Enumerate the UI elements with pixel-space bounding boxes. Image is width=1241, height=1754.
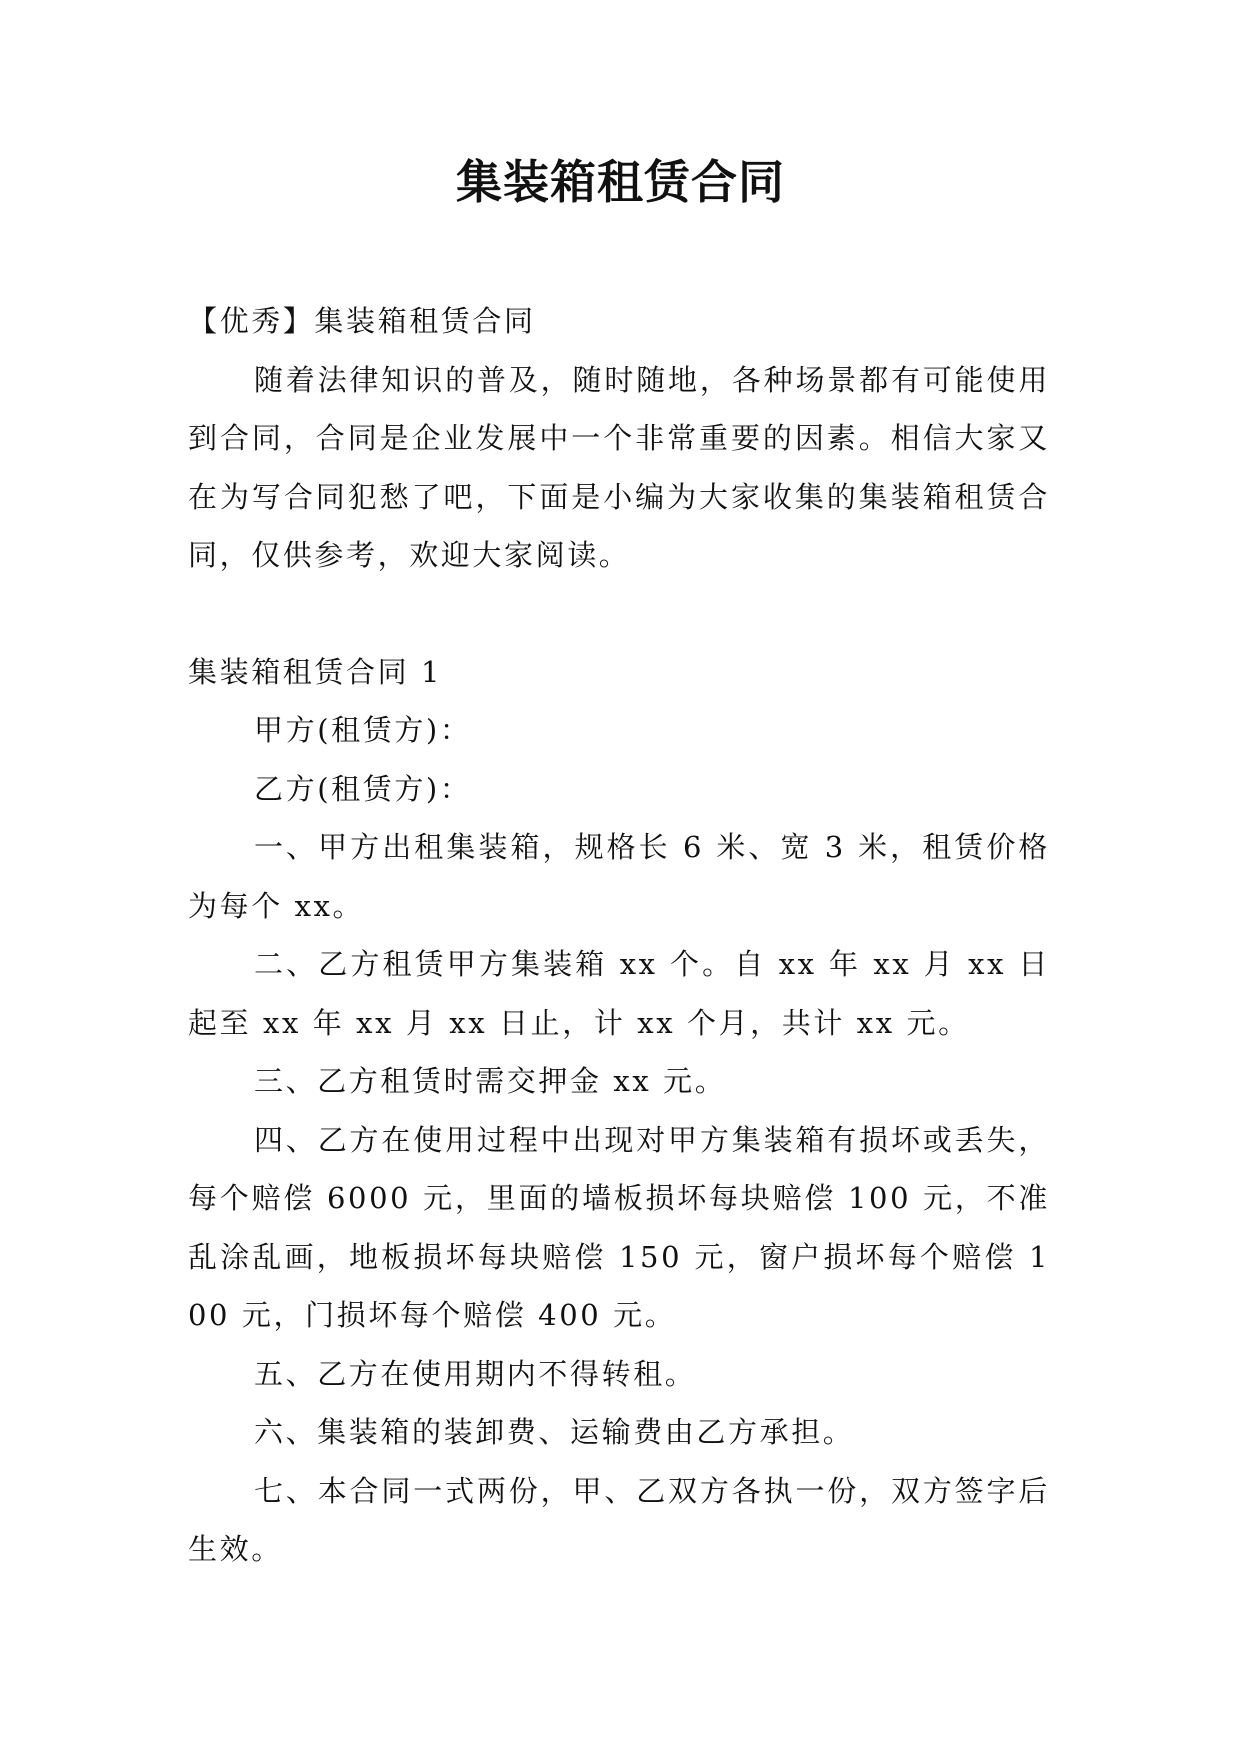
intro-paragraph: 随着法律知识的普及，随时随地，各种场景都有可能使用到合同，合同是企业发展中一个非常重要的因素。相信大家又在为写合同犯愁了吧，下面是小编为大家收集的集装箱租赁合同，仅供参考，欢迎大家阅读。 (188, 362, 1050, 572)
clause-2: 二、乙方租赁甲方集装箱 xx 个。自 xx 年 xx 月 xx 日起至 xx 年 xx 月 xx 日止，计 xx 个月，共计 xx 元。 (188, 947, 1050, 1040)
clause-6: 六、集装箱的装卸费、运输费由乙方承担。 (254, 1415, 855, 1449)
party-a-line: 甲方(租赁方)： (254, 713, 472, 747)
section-title: 集装箱租赁合同 1 (188, 654, 443, 689)
intro-heading: 【优秀】集装箱租赁合同 (188, 304, 536, 338)
section-gap (188, 585, 1050, 643)
clause-3: 三、乙方租赁时需交押金 xx 元。 (254, 1064, 727, 1098)
document-title: 集装箱租赁合同 (456, 155, 785, 209)
party-b-line: 乙方(租赁方)： (254, 771, 472, 806)
document-body (188, 292, 1050, 1579)
clause-1: 一、甲方出租集装箱，规格长 6 米、宽 3 米，租赁价格为每个 xx。 (188, 830, 1050, 923)
clause-5: 五、乙方在使用期内不得转租。 (254, 1356, 697, 1391)
clause-7: 七、本合同一式两份，甲、乙双方各执一份，双方签字后生效。 (188, 1473, 1050, 1566)
clause-4: 四、乙方在使用过程中出现对甲方集装箱有损坏或丢失，每个赔偿 6000 元，里面的墙板损坏每块赔偿 100 元，不准乱涂乱画，地板损坏每块赔偿 150 元，窗户损坏每个赔偿 100 元，门损坏每个赔偿 400 元。 (188, 1122, 1050, 1332)
